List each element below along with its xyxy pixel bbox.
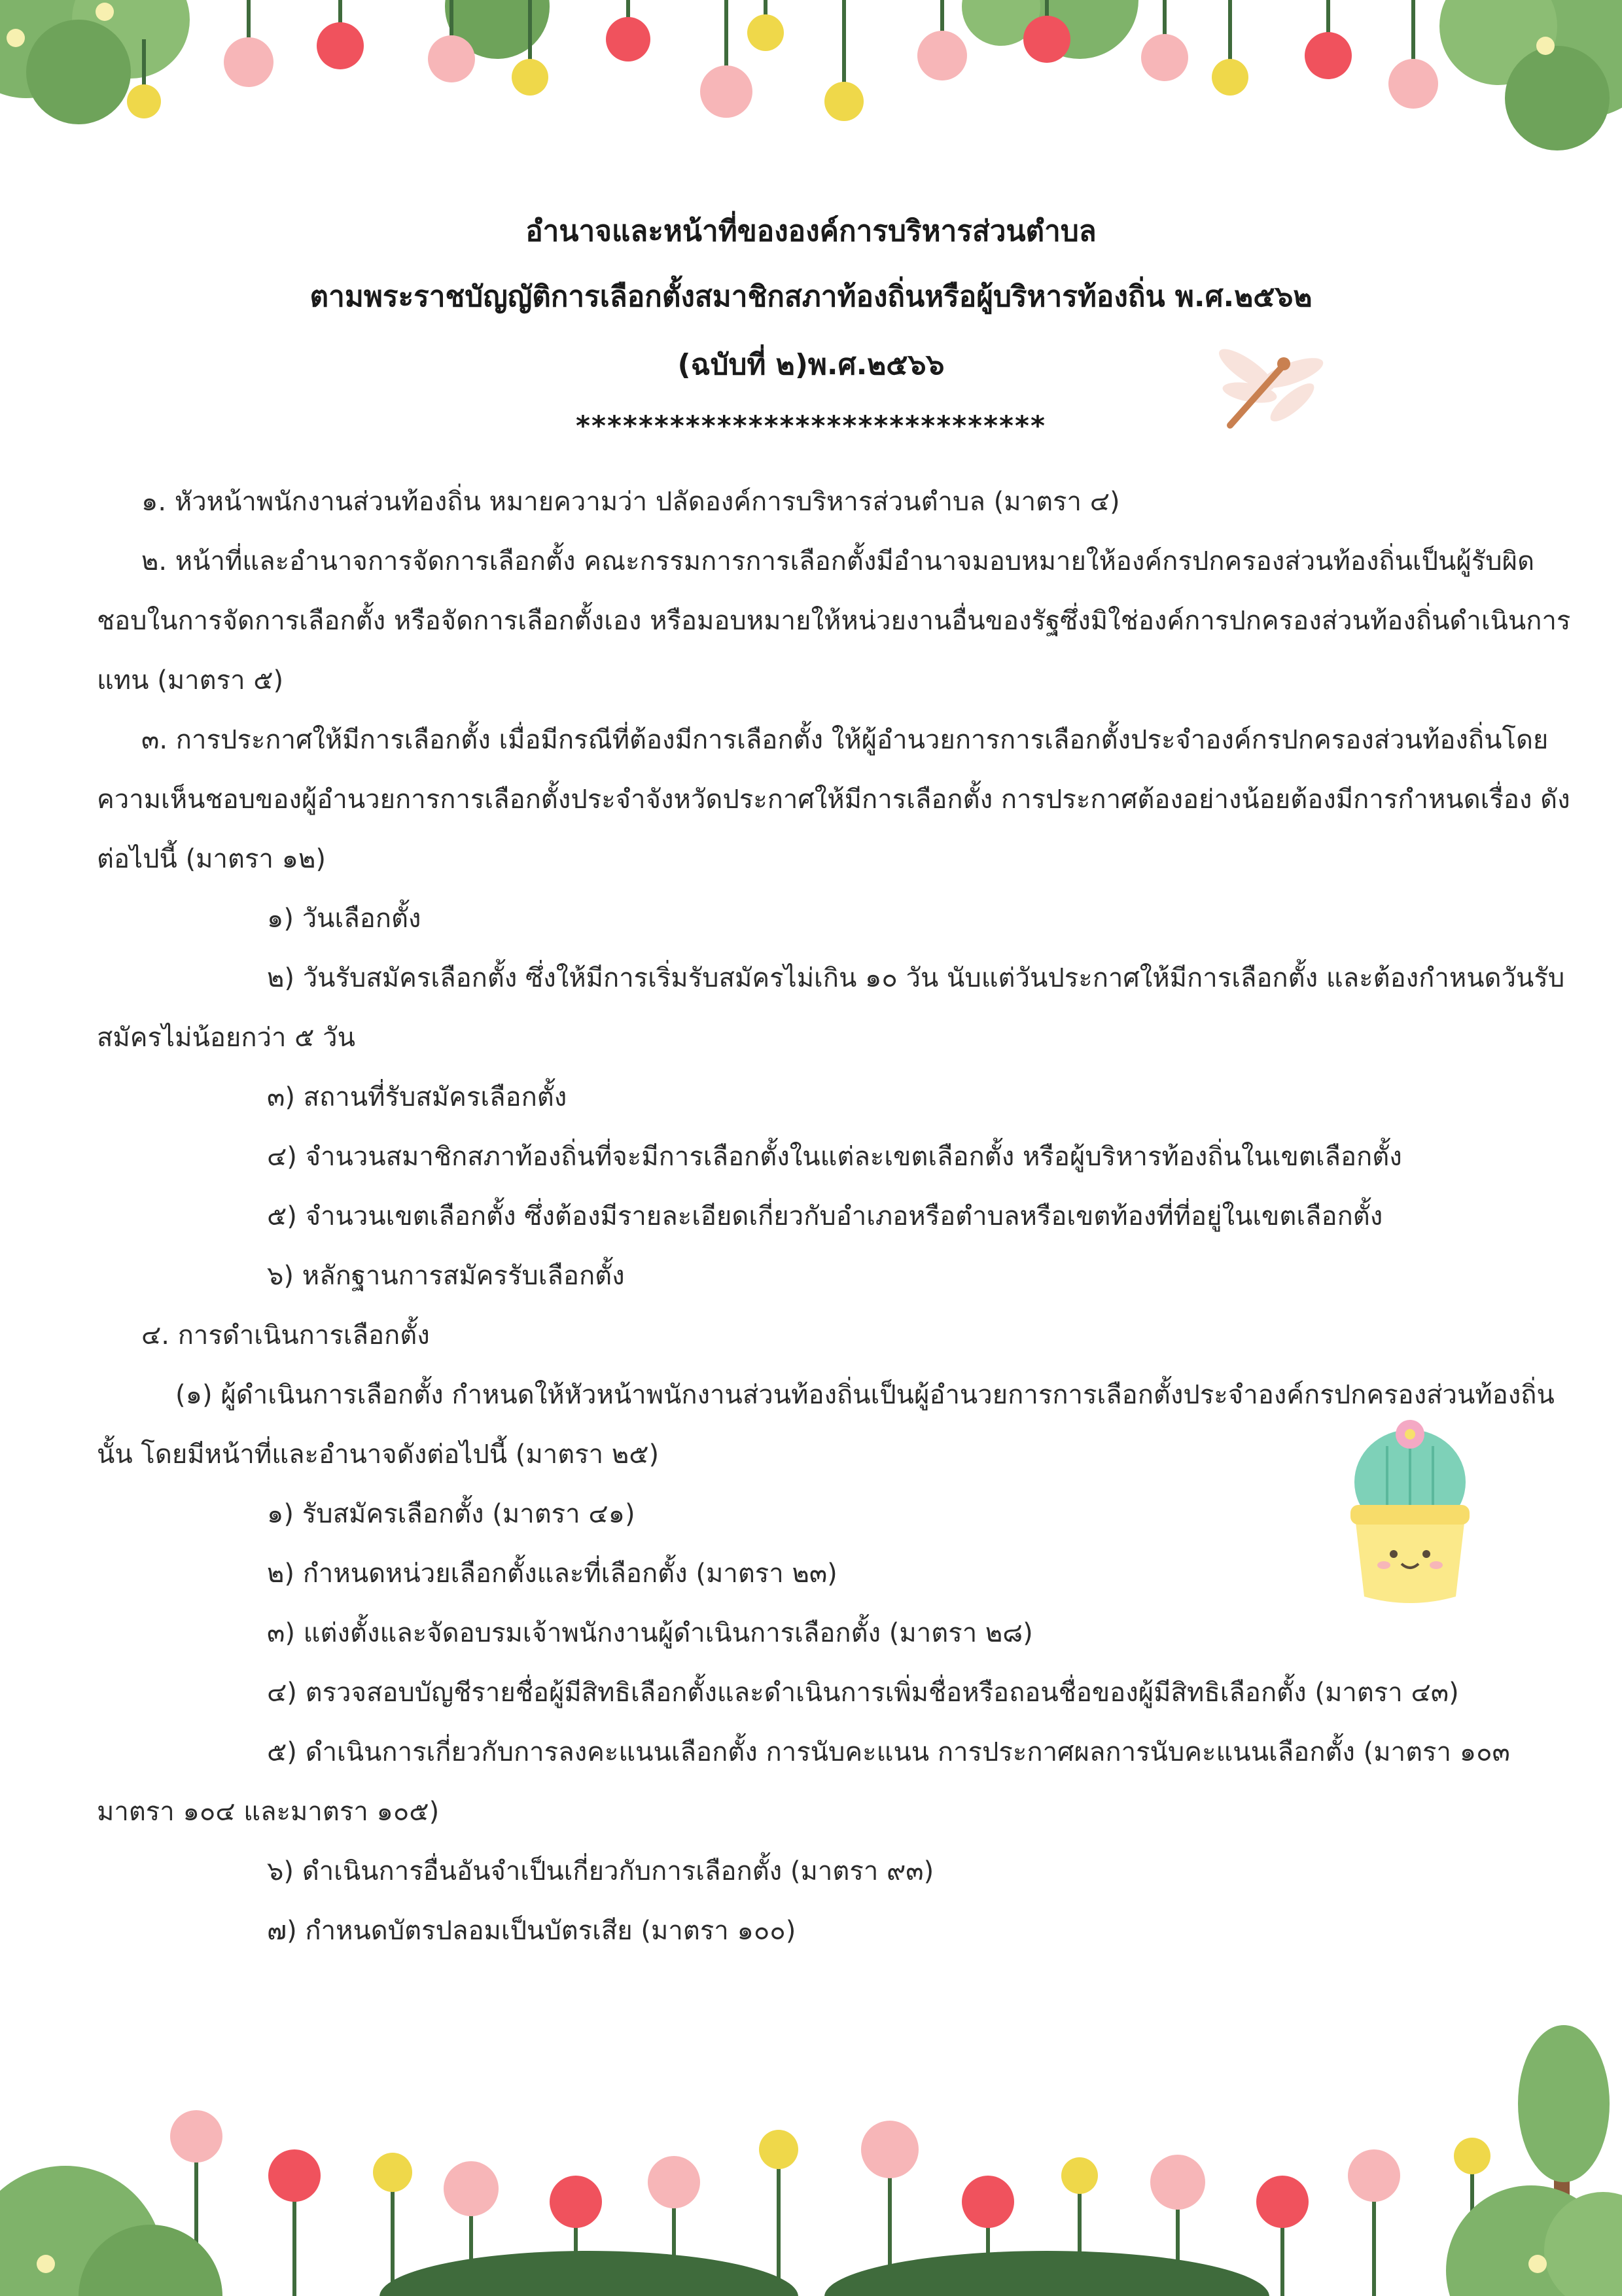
title-line-3: (ฉบับที่ ๒)พ.ศ.๒๕๖๖ <box>677 348 945 381</box>
list-item: ๔) จำนวนสมาชิกสภาท้องถิ่นที่จะมีการเลือกตั้งในแต่ละเขตเลือกตั้ง หรือผู้บริหารท้องถิ่นในเขตเลือกตั้ง <box>267 1142 1402 1172</box>
bush-top-left <box>0 0 190 124</box>
list-item: ๑) วันเลือกตั้ง <box>267 904 421 934</box>
separator-line: ****************************** <box>576 410 1046 442</box>
list-item: ๖) หลักฐานการสมัครรับเลือกตั้ง <box>267 1261 625 1291</box>
list-item: ๑) รับสมัครเลือกตั้ง (มาตรา ๔๑) <box>267 1499 635 1529</box>
hanging-flowers <box>127 0 1438 121</box>
paragraph-4: ๔. การดำเนินการเลือกตั้ง <box>141 1320 430 1351</box>
list-item: ๗) กำหนดบัตรปลอมเป็นบัตรเสีย (มาตรา ๑๐๐) <box>267 1916 796 1946</box>
flower-stems <box>170 2110 1490 2296</box>
list-item: ๖) ดำเนินการอื่นอันจำเป็นเกี่ยวกับการเลือกตั้ง (มาตรา ๙๓) <box>267 1856 934 1886</box>
list-item: ๕) จำนวนเขตเลือกตั้ง ซึ่งต้องมีรายละเอียดเกี่ยวกับอำเภอหรือตำบลหรือเขตท้องที่ที่อยู่ในเขตเลือกตั้ง <box>267 1201 1383 1231</box>
cactus-pot-icon <box>1348 1420 1492 1610</box>
title-line-1: อำนาจและหน้าที่ขององค์การบริหารส่วนตำบล <box>525 215 1097 248</box>
subparagraph-4-1: (๑) ผู้ดำเนินการเลือกตั้ง กำหนดให้หัวหน้าพนักงานส่วนท้องถิ่นเป็นผู้อำนวยการการเลือกตั้งประจำองค์กรปกครองส่วนท้องถิ่นนั้น โดยมีหน้าที่และอำนาจดังต่อไปนี้ (มาตรา ๒๕) <box>97 1380 1555 1470</box>
list-item: ๒) กำหนดหน่วยเลือกตั้งและที่เลือกตั้ง (มาตรา ๒๓) <box>267 1559 837 1589</box>
paragraph-2: ๒. หน้าที่และอำนาจการจัดการเลือกตั้ง คณะกรรมการการเลือกตั้งมีอำนาจมอบหมายให้องค์กรปกครองส่วนท้องถิ่นเป็นผู้รับผิดชอบในการจัดการเลือกตั้ง หรือจัดการเลือกตั้งเอง หรือมอบหมายให้หน่วยงานอื่นของรัฐซึ่งมิใช่องค์การปกครองส่วนท้องถิ่นดำเนินการแทน (มาตรา ๕) <box>97 546 1571 696</box>
document-body <box>97 472 1577 1961</box>
flower-border-bottom <box>0 1989 1622 2296</box>
title-line-2: ตามพระราชบัญญัติการเลือกตั้งสมาชิกสภาท้องถิ่นหรือผู้บริหารท้องถิ่น พ.ศ.๒๕๖๒ <box>309 280 1313 313</box>
list-item: ๓) แต่งตั้งและจัดอบรมเจ้าพนักงานผู้ดำเนินการเลือกตั้ง (มาตรา ๒๘) <box>267 1618 1033 1648</box>
list-item: ๔) ตรวจสอบบัญชีรายชื่อผู้มีสิทธิเลือกตั้งและดำเนินการเพิ่มชื่อหรือถอนชื่อของผู้มีสิทธิเลือกตั้ง (มาตรา ๔๓) <box>267 1678 1459 1708</box>
flower-border-top <box>0 0 1622 150</box>
paragraph-1: ๑. หัวหน้าพนักงานส่วนท้องถิ่น หมายความว่า ปลัดองค์การบริหารส่วนตำบล (มาตรา ๔) <box>141 487 1120 517</box>
list-item: ๒) วันรับสมัครเลือกตั้ง ซึ่งให้มีการเริ่มรับสมัครไม่เกิน ๑๐ วัน นับแต่วันประกาศให้มีการเลือกตั้ง และต้องกำหนดวันรับสมัครไม่น้อยกว่า ๕ วัน <box>97 963 1565 1053</box>
bush-top-right <box>1439 0 1622 150</box>
list-item: ๕) ดำเนินการเกี่ยวกับการลงคะแนนเลือกตั้ง การนับคะแนน การประกาศผลการนับคะแนนเลือกตั้ง (มาตรา ๑๐๓ มาตรา ๑๐๔ และมาตรา ๑๐๕) <box>97 1737 1510 1827</box>
list-item: ๓) สถานที่รับสมัครเลือกตั้ง <box>267 1082 567 1112</box>
paragraph-3: ๓. การประกาศให้มีการเลือกตั้ง เมื่อมีกรณีที่ต้องมีการเลือกตั้ง ให้ผู้อำนวยการการเลือกตั้งประจำองค์กรปกครองส่วนท้องถิ่นโดยความเห็นชอบของผู้อำนวยการการเลือกตั้งประจำจังหวัดประกาศให้มีการเลือกตั้ง การประกาศต้องอย่างน้อยต้องมีการกำหนดเรื่อง ดังต่อไปนี้ (มาตรา ๑๒) <box>97 725 1570 874</box>
